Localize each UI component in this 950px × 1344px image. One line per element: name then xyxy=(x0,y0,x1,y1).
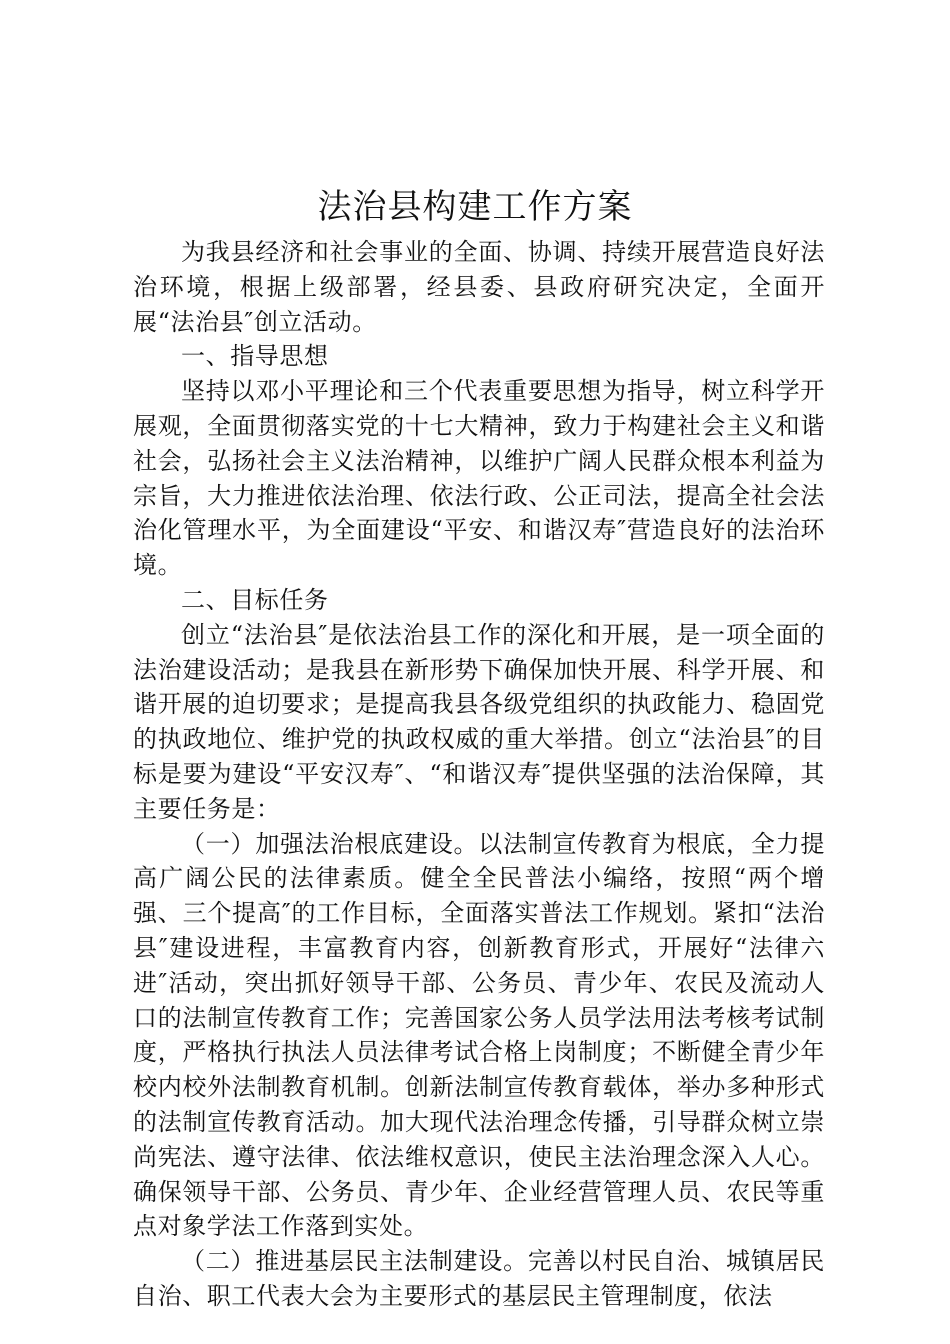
intro-paragraph: 为我县经济和社会事业的全面、协调、持续开展营造良好法治环境，根据上级部署，经县委、县政府研究决定，全面开展“法治县″创立活动。 xyxy=(133,238,825,336)
section-heading-goals-tasks: 二、目标任务 xyxy=(181,585,329,614)
section-heading-guiding-ideology: 一、指导思想 xyxy=(181,342,329,371)
document-title: 法治县构建工作方案 xyxy=(317,187,633,227)
document-body xyxy=(133,235,825,1314)
goals-tasks-paragraph: 创立“法治县″是依法治县工作的深化和开展，是一项全面的法治建设活动；是我县在新形势下确保加快开展、科学开展、和谐开展的迫切要求；是提高我县各级党组织的执政能力、稳固党的执政地位、维护党的执政权威的重大举措。创立“法治县″的目标是要为建设“平安汉寿″、“和谐汉寿″提供坚强的法治保障，其主要任务是： xyxy=(133,620,825,823)
guiding-ideology-paragraph: 坚持以邓小平理论和三个代表重要思想为指导，树立科学开展观，全面贯彻落实党的十七大精神，致力于构建社会主义和谐社会，弘扬社会主义法治精神，以维护广阔人民群众根本利益为宗旨，大力推进依法治理、依法行政、公正司法，提高全社会法治化管理水平，为全面建设“平安、和谐汉寿″营造良好的法治环境。 xyxy=(133,377,825,580)
subsection-legal-foundation-paragraph: （一）加强法治根底建设。以法制宣传教育为根底，全力提高广阔公民的法律素质。健全全民普法小编络，按照“两个增强、三个提高″的工作目标，全面落实普法工作规划。紧扣“法治县″建设进程，丰富教育内容，创新教育形式，开展好“法律六进″活动，突出抓好领导干部、公务员、青少年、农民及流动人口的法制宣传教育工作；完善国家公务人员学法用法考核考试制度，严格执行执法人员法律考试合格上岗制度；不断健全青少年校内校外法制教育机制。创新法制宣传教育载体，举办多种形式的法制宣传教育活动。加大现代法治理念传播，引导群众树立崇尚宪法、遵守法律、依法维权意识，使民主法治理念深入人心。确保领导干部、公务员、青少年、企业经营管理人员、农民等重点对象学法工作落到实处。 xyxy=(133,829,825,1241)
subsection-grassroots-democracy-paragraph: （二）推进基层民主法制建设。完善以村民自治、城镇居民自治、职工代表大会为主要形式的基层民主管理制度，依法 xyxy=(133,1247,825,1310)
